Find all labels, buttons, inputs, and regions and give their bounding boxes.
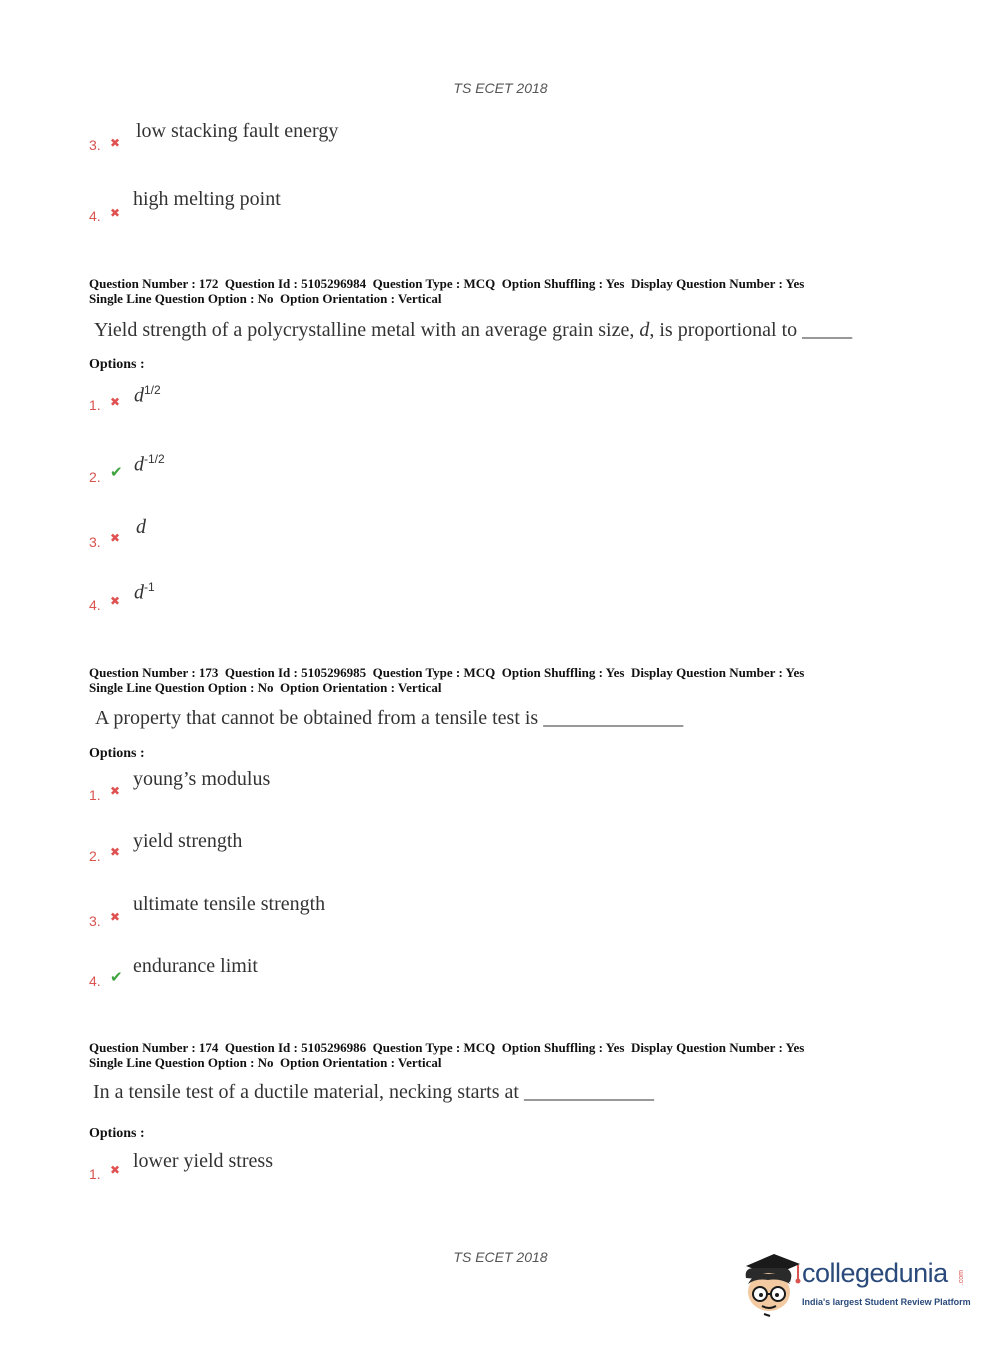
math-exponent: -1/2 bbox=[144, 452, 165, 466]
option-number: 1. bbox=[89, 1166, 101, 1182]
meta-line-1: Question Number : 173 Question Id : 5105296985 Question Type : MCQ Option Shuffling : Yes Display Question Number : Yes bbox=[89, 665, 805, 680]
option-number: 3. bbox=[89, 534, 101, 550]
options-label: Options : bbox=[89, 746, 145, 761]
option-number: 1. bbox=[89, 397, 101, 413]
option-math bbox=[134, 383, 161, 408]
option-math bbox=[134, 580, 155, 605]
question-text-part: Yield strength of a polycrystalline metal with an average grain size, bbox=[94, 319, 640, 341]
option-text: yield strength bbox=[133, 830, 243, 852]
option-text: low stacking fault energy bbox=[136, 120, 339, 142]
options-label: Options : bbox=[89, 357, 145, 372]
option-number: 4. bbox=[89, 208, 101, 224]
wrong-icon: ✖ bbox=[110, 395, 121, 409]
option-number: 4. bbox=[89, 973, 101, 989]
option-math bbox=[134, 452, 165, 477]
wrong-icon: ✖ bbox=[110, 845, 121, 859]
math-exponent: 1/2 bbox=[144, 383, 161, 397]
meta-line-1: Question Number : 174 Question Id : 5105296986 Question Type : MCQ Option Shuffling : Yes Display Question Number : Yes bbox=[89, 1040, 805, 1055]
meta-line-2: Single Line Question Option : No Option Orientation : Vertical bbox=[89, 291, 442, 306]
math-base: d bbox=[134, 453, 144, 476]
option-math bbox=[136, 516, 146, 539]
option-number: 2. bbox=[89, 469, 101, 485]
math-base: d bbox=[134, 384, 144, 407]
check-icon: ✔ bbox=[110, 463, 123, 481]
math-exponent: -1 bbox=[144, 580, 155, 594]
option-text: young’s modulus bbox=[133, 768, 271, 790]
option-number: 2. bbox=[89, 848, 101, 864]
option-number: 4. bbox=[89, 597, 101, 613]
meta-line-1: Question Number : 172 Question Id : 5105296984 Question Type : MCQ Option Shuffling : Yes Display Question Number : Yes bbox=[89, 276, 805, 291]
option-text: lower yield stress bbox=[133, 1150, 273, 1172]
wrong-icon: ✖ bbox=[110, 136, 121, 150]
options-label: Options : bbox=[89, 1126, 145, 1141]
wrong-icon: ✖ bbox=[110, 531, 121, 545]
wrong-icon: ✖ bbox=[110, 206, 121, 220]
wrong-icon: ✖ bbox=[110, 1163, 121, 1177]
option-number: 1. bbox=[89, 787, 101, 803]
question-meta-174 bbox=[89, 1040, 804, 1070]
option-text: ultimate tensile strength bbox=[133, 893, 326, 915]
page-footer: TS ECET 2018 bbox=[453, 1249, 548, 1265]
mascot-icon bbox=[740, 1248, 802, 1318]
collegedunia-logo bbox=[740, 1248, 970, 1318]
meta-line-2: Single Line Question Option : No Option Orientation : Vertical bbox=[89, 1055, 442, 1070]
brand-suffix: .com bbox=[958, 1270, 965, 1286]
question-meta-172 bbox=[89, 276, 804, 306]
option-text: high melting point bbox=[133, 188, 281, 210]
question-text-174: In a tensile test of a ductile material, necking starts at _____________ bbox=[93, 1081, 654, 1103]
meta-line-2: Single Line Question Option : No Option Orientation : Vertical bbox=[89, 680, 442, 695]
question-text-part: , is proportional to _____ bbox=[649, 319, 853, 341]
math-base: d bbox=[136, 516, 146, 538]
question-meta-173 bbox=[89, 665, 804, 695]
question-text-172 bbox=[94, 319, 852, 342]
wrong-icon: ✖ bbox=[110, 910, 121, 924]
question-variable: d bbox=[639, 319, 650, 341]
brand-name: collegedunia bbox=[802, 1258, 948, 1288]
wrong-icon: ✖ bbox=[110, 784, 121, 798]
option-number: 3. bbox=[89, 137, 101, 153]
page-header: TS ECET 2018 bbox=[453, 80, 548, 96]
option-number: 3. bbox=[89, 913, 101, 929]
wrong-icon: ✖ bbox=[110, 594, 121, 608]
math-base: d bbox=[134, 581, 144, 604]
brand-tagline: India's largest Student Review Platform bbox=[802, 1297, 971, 1307]
question-text-173: A property that cannot be obtained from a tensile test is ______________ bbox=[95, 707, 684, 729]
check-icon: ✔ bbox=[110, 968, 123, 986]
option-text: endurance limit bbox=[133, 955, 258, 977]
